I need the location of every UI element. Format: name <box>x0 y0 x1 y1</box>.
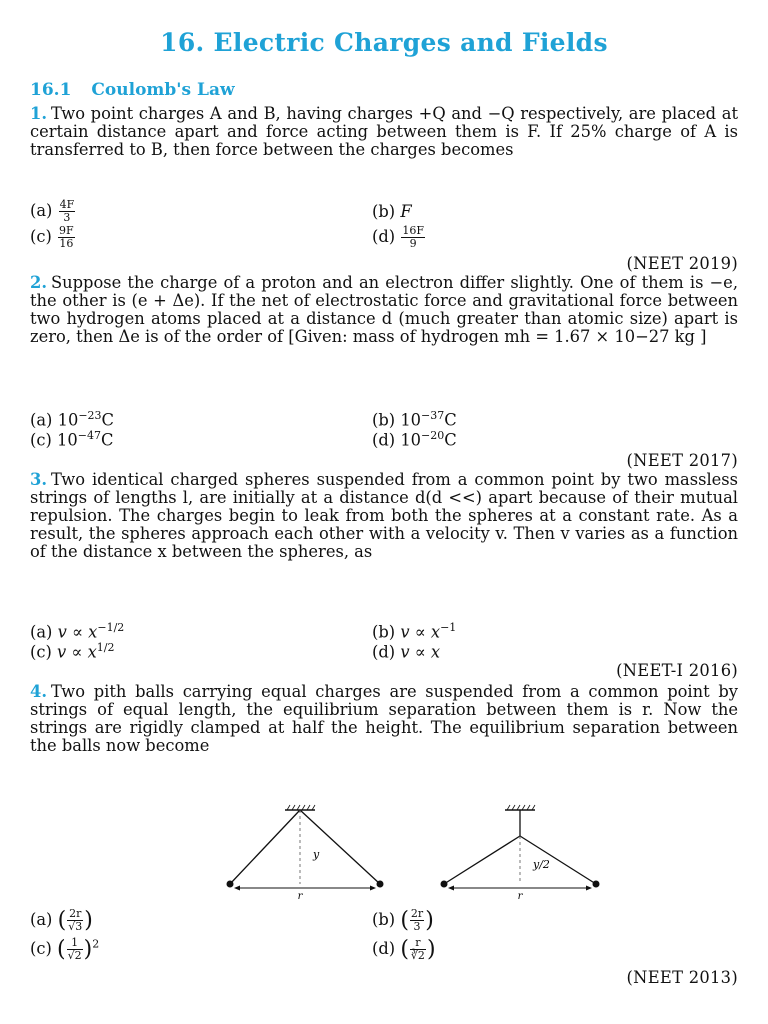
question-4-options <box>30 906 738 964</box>
question-1 <box>30 105 738 159</box>
question-text: Two point charges A and B, having charges +Q and −Q respectively, are placed at certain distance apart and force acting between them is F. If 25% charge of A is transferred to B, then force between the charges becomes <box>30 104 738 159</box>
exam-source: (NEET 2017) <box>626 451 738 470</box>
question-number: 2. <box>30 273 47 292</box>
option-d[interactable]: (d) ( $\frac{r}{∛2}$ ) <box>372 935 436 962</box>
option-b[interactable]: (b) $10^{-37}C$ <box>372 408 457 430</box>
option-a[interactable]: (a) $v \propto x^{-1/2}$ <box>30 620 125 642</box>
chapter-title: 16. Electric Charges and Fields <box>160 28 608 57</box>
left-ball-2 <box>377 881 384 888</box>
right-ball-1 <box>441 881 448 888</box>
question-text: Suppose the charge of a proton and an electron differ slightly. One of them is −e, the other is (e + Δe). If the net of electrostatic force and gravitational force between two hydrogen atoms placed at a distance d (much greater than atomic size) apart is zero, then Δe is of the order of [Given: mass of hydrogen mh = 1.67 × 10−27 kg ] <box>30 273 738 346</box>
left-string-2 <box>300 810 380 884</box>
option-c[interactable]: (c) $10^{-47}C$ <box>30 428 114 450</box>
question-4 <box>30 683 738 755</box>
option-b[interactable]: (b) ( $\frac{2r}{3}$ ) <box>372 906 434 933</box>
question-1-options <box>30 197 738 250</box>
option-c[interactable]: (c) $\frac{9F}{16}$ <box>30 223 74 250</box>
right-ball-2 <box>593 881 600 888</box>
question-number: 1. <box>30 104 47 123</box>
option-a[interactable]: (a) $\frac{4F}{3}$ <box>30 197 75 224</box>
option-c[interactable]: (c) $v \propto x^{1/2}$ <box>30 640 115 662</box>
option-a[interactable]: (a) ( $\frac{2r}{√3}$ ) <box>30 906 93 933</box>
right-y-label: y/2 <box>533 858 550 871</box>
option-a[interactable]: (a) $10^{-23}C$ <box>30 408 115 430</box>
option-d[interactable]: (d) $10^{-20}C$ <box>372 428 457 450</box>
right-string-1 <box>444 836 520 884</box>
question-text: Two identical charged spheres suspended from a common point by two massless strings of lengths l, are initially at a distance d(d <<) apart because of their mutual repulsion. The charges begin to leak from both the spheres at a constant rate. As a result, the spheres approach each other with a velocity v. Then v varies as a function of the distance x between the spheres, as <box>30 470 738 561</box>
option-b[interactable]: (b) $v \propto x^{-1}$ <box>372 620 457 642</box>
pith-balls-figure <box>200 800 620 900</box>
left-r-label: r <box>297 891 303 900</box>
option-c[interactable]: (c) ( $\frac{1}{√2}$ )$^2$ <box>30 935 100 962</box>
section-number: 16.1 <box>30 80 72 100</box>
question-3-options <box>30 621 738 661</box>
exam-source: (NEET 2013) <box>626 968 738 987</box>
right-r-label: r <box>517 891 523 900</box>
section-heading <box>30 80 235 100</box>
left-string-1 <box>230 810 300 884</box>
question-text: Two pith balls carrying equal charges are suspended from a common point by strings of equal length, the equilibrium separation between them is r. Now the strings are rigidly clamped at half the height. The equilibrium separation between the balls now become <box>30 682 738 755</box>
question-2 <box>30 274 738 346</box>
question-number: 3. <box>30 470 47 489</box>
question-3 <box>30 471 738 561</box>
left-y-label: y <box>313 848 320 861</box>
option-d[interactable]: (d) $\frac{16F}{9}$ <box>372 223 424 250</box>
right-string-2 <box>520 836 596 884</box>
option-b[interactable]: (b) F <box>372 201 412 221</box>
section-title: Coulomb's Law <box>91 80 235 100</box>
option-d[interactable]: (d) v ∝ x <box>372 642 441 662</box>
exam-source: (NEET-I 2016) <box>616 661 738 680</box>
question-number: 4. <box>30 682 47 701</box>
left-ball-1 <box>227 881 234 888</box>
exam-source: (NEET 2019) <box>626 254 738 273</box>
question-2-options <box>30 409 738 449</box>
